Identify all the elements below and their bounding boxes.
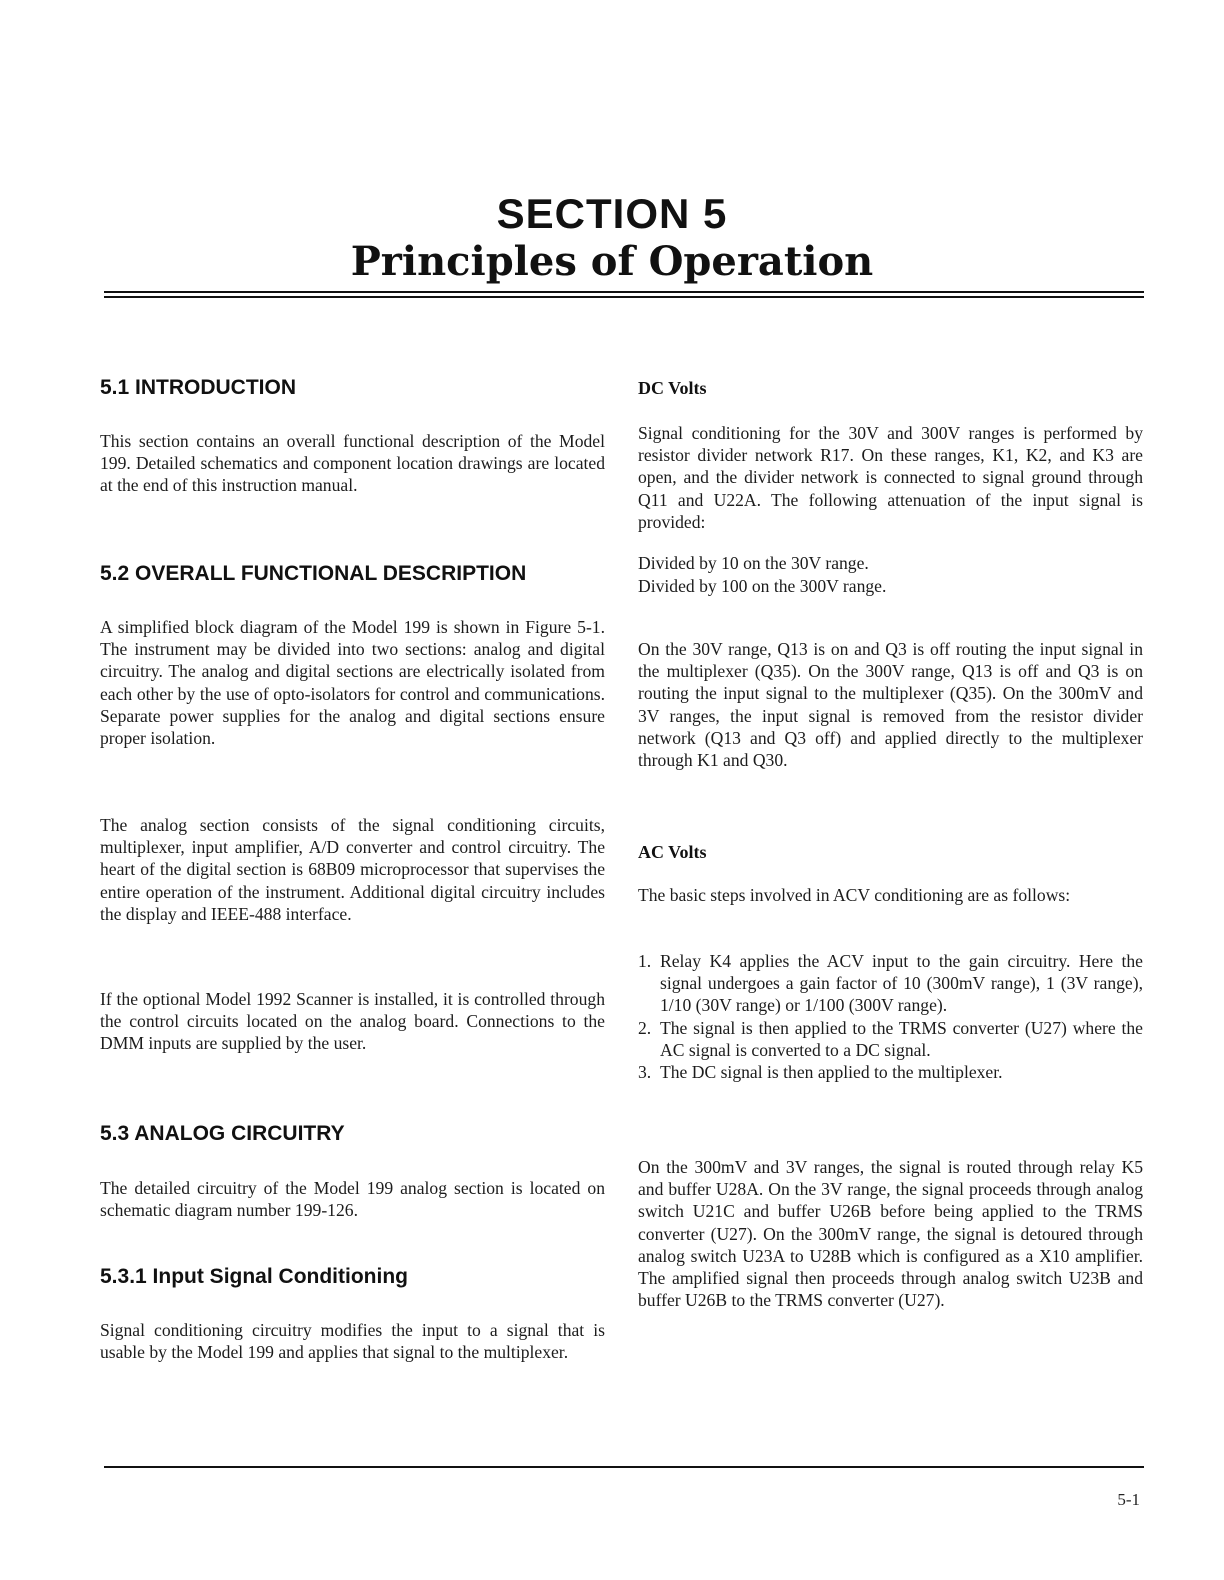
paragraph-input: Signal conditioning circuitry modifies the input to a signal that is usable by the Model 199 and applies that signal to the multiplexer. [100, 1320, 605, 1363]
acv-steps-list [638, 950, 1143, 1083]
heading-overall-description: 5.2 OVERALL FUNCTIONAL DESCRIPTION [100, 562, 527, 585]
paragraph-acv-2: On the 300mV and 3V ranges, the signal is routed through relay K5 and buffer U28A. On the 3V range, the signal proceeds through analog switch U21C and buffer U26B before being applied to the TRMS converter (U27). On the 300mV range, the signal is detoured through analog switch U23A to U28B which is configured as a X10 amplifier. The amplified signal then proceeds through analog switch U23B and buffer U26B to the TRMS converter (U27). [638, 1157, 1143, 1311]
list-item [638, 1017, 1143, 1061]
list-item [638, 1061, 1143, 1083]
heading-input-signal-conditioning: 5.3.1 Input Signal Conditioning [100, 1265, 408, 1288]
section-label: SECTION 5 [496, 190, 728, 237]
footer-rule [104, 1466, 1144, 1468]
divided-line-2: Divided by 100 on the 300V range. [638, 576, 887, 596]
step-number: 3. [638, 1062, 652, 1083]
header-rule-bottom [104, 296, 1144, 298]
step-text: The DC signal is then applied to the multiplexer. [660, 1062, 1003, 1083]
paragraph-analog: The detailed circuitry of the Model 199 analog section is located on schematic diagram number 199-126. [100, 1178, 605, 1221]
heading-analog-circuitry: 5.3 ANALOG CIRCUITRY [100, 1122, 345, 1145]
paragraph-acv-1: The basic steps involved in ACV conditioning are as follows: [638, 885, 1071, 905]
paragraph-introduction: This section contains an overall functional description of the Model 199. Detailed schematics and component location drawings are located at the end of this instruction manual. [100, 431, 605, 496]
heading-ac-volts: AC Volts [638, 842, 707, 862]
step-number: 1. [638, 951, 652, 971]
header-rule-top [104, 291, 1144, 293]
divided-line-1: Divided by 10 on the 30V range. [638, 553, 869, 573]
step-text: The signal is then applied to the TRMS converter (U27) where the AC signal is converted to a DC signal. [660, 1017, 1143, 1060]
paragraph-overall-3: If the optional Model 1992 Scanner is installed, it is controlled through the control circuits located on the analog board. Connections to the DMM inputs are supplied by the user. [100, 989, 605, 1054]
heading-dc-volts: DC Volts [638, 378, 707, 398]
paragraph-dcv-1: Signal conditioning for the 30V and 300V ranges is performed by resistor divider network R17. On these ranges, K1, K2, and K3 are open, and the divider network is connected to signal ground through Q11 and U22A. The following attenuation of the input signal is provided: [638, 423, 1143, 532]
page-number: 5-1 [1117, 1490, 1140, 1509]
paragraph-overall-1: A simplified block diagram of the Model 199 is shown in Figure 5-1. The instrument may be divided into two sections: analog and digital circuitry. The analog and digital sections are electrically isolated from each other by the use of opto-isolators for control and communications. Separate power supplies for the analog and digital sections ensure proper isolation. [100, 617, 605, 749]
step-number: 2. [638, 1017, 652, 1038]
list-item [638, 950, 1143, 1017]
step-text: Relay K4 applies the ACV input to the gain circuitry. Here the signal undergoes a gain factor of 10 (300mV range), 1 (3V range), 1/10 (30V range) or 1/100 (300V range). [660, 951, 1143, 1016]
paragraph-overall-2: The analog section consists of the signal conditioning circuits, multiplexer, input amplifier, A/D converter and control circuitry. The heart of the digital section is 68B09 microprocessor that supervises the entire operation of the instrument. Additional digital circuitry includes the display and IEEE-488 interface. [100, 815, 605, 924]
paragraph-dcv-2: On the 30V range, Q13 is on and Q3 is off routing the input signal in the multiplexer (Q35). On the 300V range, Q13 is off and Q3 is on routing the input signal to the multiplexer (Q35). On the 300mV and 3V ranges, the input signal is removed from the resistor divider network (Q13 and Q3 off) and applied directly to the multiplexer through K1 and Q30. [638, 639, 1143, 771]
heading-introduction: 5.1 INTRODUCTION [100, 376, 297, 399]
section-title: Principles of Operation [350, 238, 874, 285]
